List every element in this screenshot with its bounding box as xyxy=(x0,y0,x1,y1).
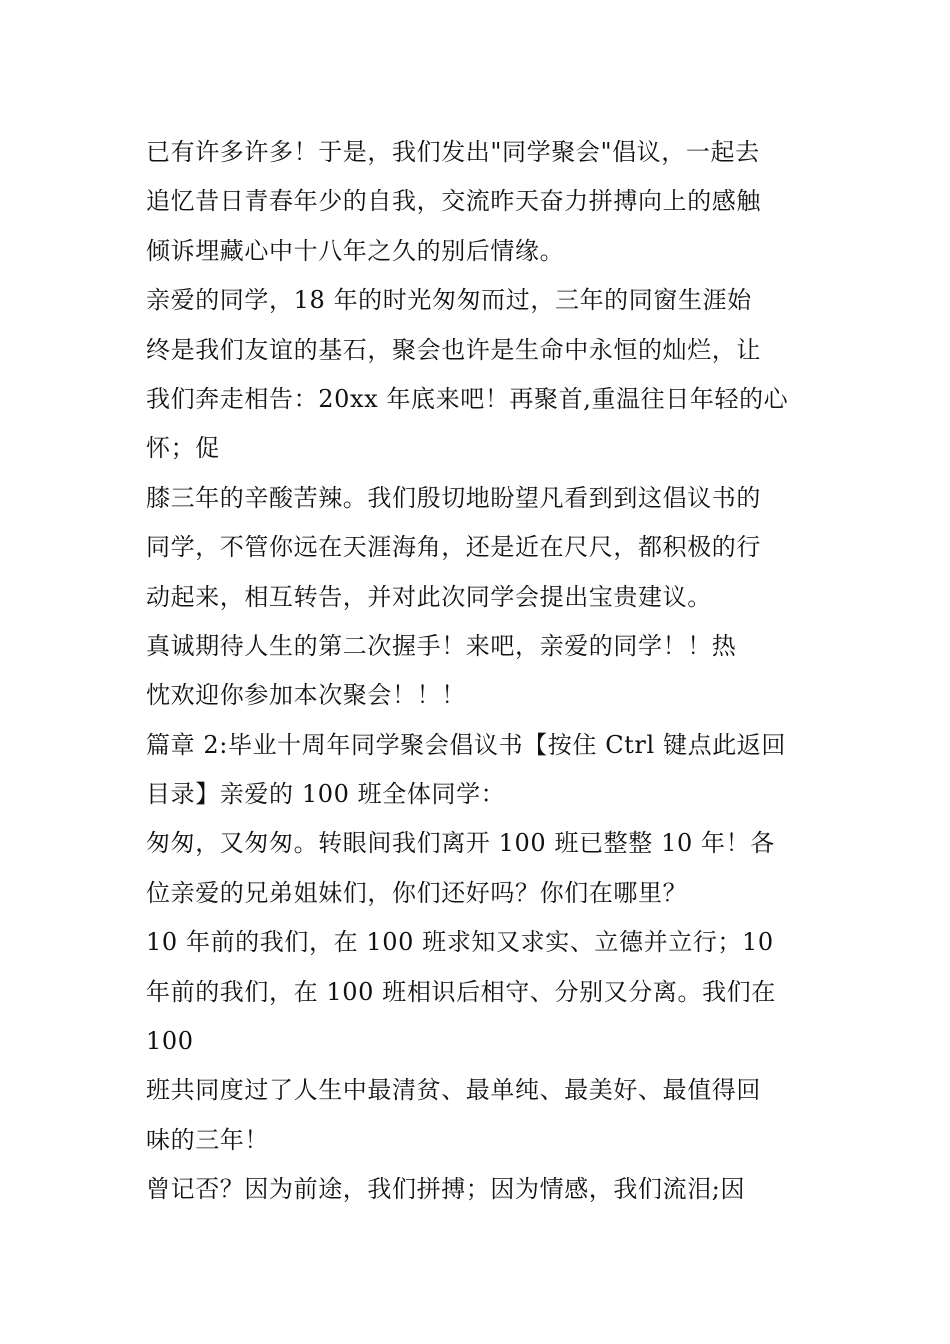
text-line: 怀；促 xyxy=(146,434,220,463)
text-line: 忱欢迎你参加本次聚会！！！ xyxy=(146,681,466,710)
text-line: 位亲爱的兄弟姐妹们，你们还好吗？你们在哪里？ xyxy=(146,878,688,907)
text-line: 终是我们友谊的基石，聚会也许是生命中永恒的灿烂，让 xyxy=(146,335,761,364)
document-body xyxy=(146,128,826,1215)
text-line: 追忆昔日青春年少的自我，交流昨天奋力拼搏向上的感触 xyxy=(146,187,761,216)
text-line: 班共同度过了人生中最清贫、最单纯、最美好、最值得回 xyxy=(146,1076,761,1105)
text-line: 我们奔走相告：20xx 年底来吧！再聚首,重温往日年轻的心 xyxy=(146,384,789,413)
text-line: 已有许多许多！于是，我们发出"同学聚会"倡议，一起去 xyxy=(146,138,760,166)
text-line: 动起来，相互转告，并对此次同学会提出宝贵建议。 xyxy=(146,582,712,611)
text-line: 目录】亲爱的 100 班全体同学： xyxy=(146,780,506,809)
text-line: 10 年前的我们，在 100 班求知又求实、立德并立行；10 xyxy=(146,928,774,957)
text-line: 膝三年的辛酸苦辣。我们殷切地盼望凡看到到这倡议书的 xyxy=(146,483,761,512)
text-line: 真诚期待人生的第二次握手！来吧，亲爱的同学！！热 xyxy=(146,631,737,660)
text-line: 倾诉埋藏心中十八年之久的别后情缘。 xyxy=(146,236,565,265)
text-line: 味的三年！ xyxy=(146,1125,269,1154)
text-line: 100 xyxy=(146,1027,194,1056)
text-line: 曾记否？因为前途，我们拼搏；因为情感，我们流泪;因 xyxy=(146,1175,746,1204)
text-line: 年前的我们，在 100 班相识后相守、分别又分离。我们在 xyxy=(146,977,776,1006)
text-line: 同学，不管你远在天涯海角，还是近在尺尺，都积极的行 xyxy=(146,533,761,562)
text-line: 亲爱的同学，18 年的时光匆匆而过，三年的同窗生涯始 xyxy=(146,286,752,315)
chapter-heading-line: 篇章 2:毕业十周年同学聚会倡议书【按住 Ctrl 键点此返回 xyxy=(146,730,786,759)
text-line: 匆匆，又匆匆。转眼间我们离开 100 班已整整 10 年！各 xyxy=(146,829,775,858)
